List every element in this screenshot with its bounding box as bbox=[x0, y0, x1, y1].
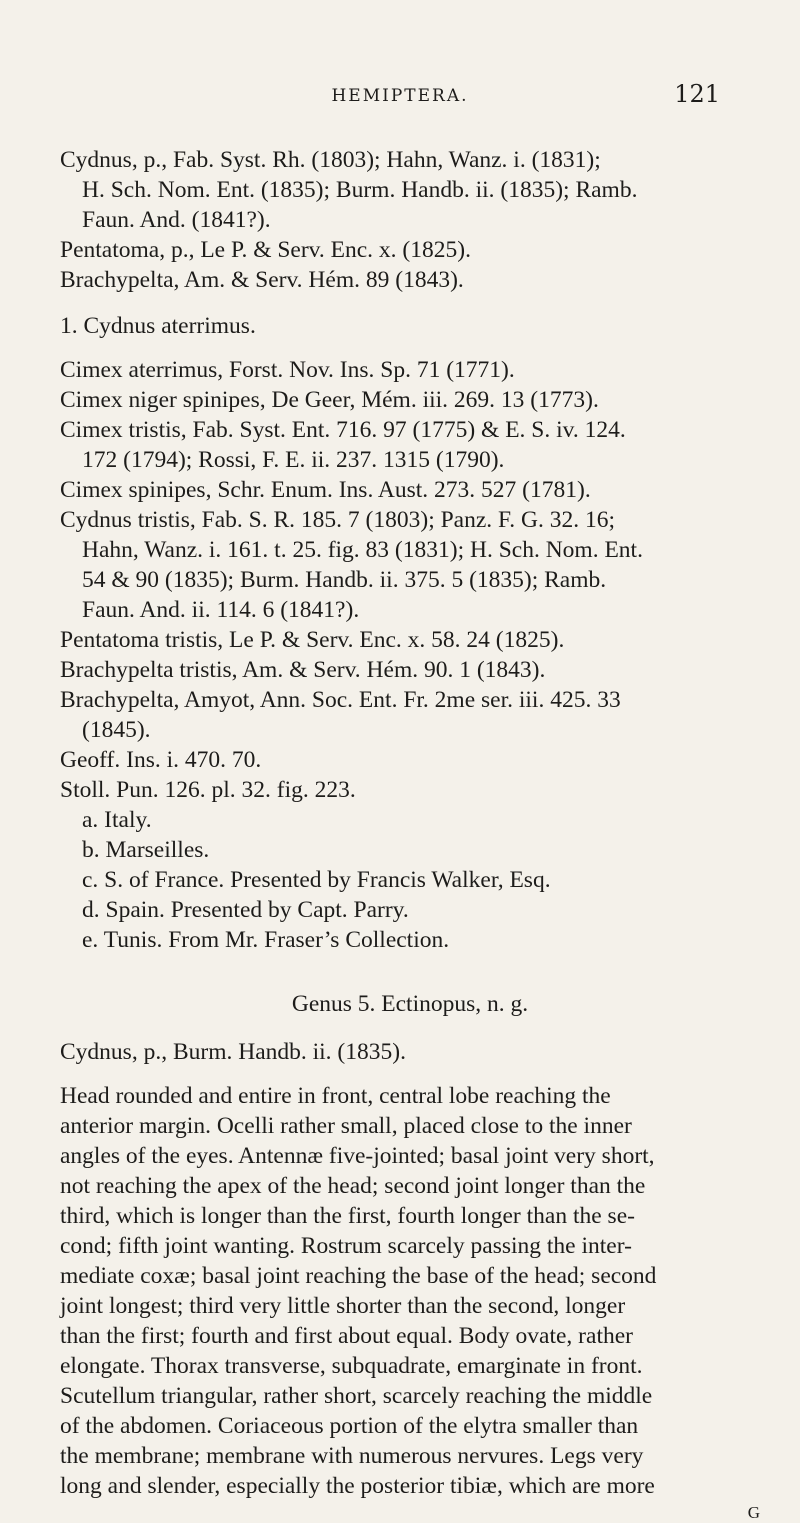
text-line: Pentatoma, p., Le P. & Serv. Enc. x. (1825). bbox=[60, 237, 471, 263]
text-line: Brachypelta, Amyot, Ann. Soc. Ent. Fr. 2me ser. iii. 425. 33 bbox=[60, 687, 621, 713]
page-number: 121 bbox=[674, 80, 720, 108]
text-line: Brachypelta, Am. & Serv. Hém. 89 (1843). bbox=[60, 267, 464, 293]
description-line: not reaching the apex of the head; second joint longer than the bbox=[60, 1173, 646, 1199]
description-line: Head rounded and entire in front, central lobe reaching the bbox=[60, 1083, 611, 1109]
signature-mark: G bbox=[747, 1503, 760, 1522]
specimen-entry: d. Spain. Presented by Capt. Parry. bbox=[82, 897, 409, 923]
description-line: the membrane; membrane with numerous nervures. Legs very bbox=[60, 1443, 644, 1469]
text-line: Cydnus tristis, Fab. S. R. 185. 7 (1803); Panz. F. G. 32. 16; bbox=[60, 507, 615, 533]
text-line: 54 & 90 (1835); Burm. Handb. ii. 375. 5 (1835); Ramb. bbox=[82, 567, 607, 593]
description-line: angles of the eyes. Antennæ five-jointed; basal joint very short, bbox=[60, 1143, 655, 1169]
specimen-entry: a. Italy. bbox=[82, 807, 152, 833]
text-line: Cimex aterrimus, Forst. Nov. Ins. Sp. 71 (1771). bbox=[60, 357, 515, 383]
description-line: anterior margin. Ocelli rather small, placed close to the inner bbox=[60, 1113, 632, 1139]
description-line: joint longest; third very little shorter than the second, longer bbox=[60, 1293, 626, 1319]
text-line: Stoll. Pun. 126. pl. 32. fig. 223. bbox=[60, 777, 356, 803]
text-line: Cimex niger spinipes, De Geer, Mém. iii. 269. 13 (1773). bbox=[60, 387, 599, 413]
text-line: Cimex spinipes, Schr. Enum. Ins. Aust. 273. 527 (1781). bbox=[60, 477, 591, 503]
description-line: long and slender, especially the posterior tibiæ, which are more bbox=[60, 1473, 655, 1499]
specimen-entry: b. Marseilles. bbox=[82, 837, 210, 863]
description-line: mediate coxæ; basal joint reaching the base of the head; second bbox=[60, 1263, 657, 1289]
description-line: third, which is longer than the first, fourth longer than the se- bbox=[60, 1203, 635, 1229]
text-line: Pentatoma tristis, Le P. & Serv. Enc. x. 58. 24 (1825). bbox=[60, 627, 565, 653]
genus-heading: Genus 5. Ectinopus, n. g. bbox=[291, 991, 529, 1017]
specimen-entry: c. S. of France. Presented by Francis Walker, Esq. bbox=[82, 867, 551, 893]
text-line: Cimex tristis, Fab. Syst. Ent. 716. 97 (1775) & E. S. iv. 124. bbox=[60, 417, 626, 443]
text-line: Faun. And. ii. 114. 6 (1841?). bbox=[82, 597, 360, 623]
text-line: Geoff. Ins. i. 470. 70. bbox=[60, 747, 262, 773]
description-line: elongate. Thorax transverse, subquadrate, emarginate in front. bbox=[60, 1353, 643, 1379]
text-line: (1845). bbox=[82, 717, 151, 743]
specimen-entry: e. Tunis. From Mr. Fraser’s Collection. bbox=[82, 927, 450, 953]
text-line: Cydnus, p., Fab. Syst. Rh. (1803); Hahn, Wanz. i. (1831); bbox=[60, 147, 601, 173]
text-line: Hahn, Wanz. i. 161. t. 25. fig. 83 (1831); H. Sch. Nom. Ent. bbox=[82, 537, 643, 563]
text-line: Faun. And. (1841?). bbox=[82, 207, 271, 233]
species-heading: 1. Cydnus aterrimus. bbox=[60, 313, 256, 339]
running-head: HEMIPTERA. bbox=[331, 86, 469, 106]
text-line: 172 (1794); Rossi, F. E. ii. 237. 1315 (1790). bbox=[82, 447, 505, 473]
description-line: of the abdomen. Coriaceous portion of the elytra smaller than bbox=[60, 1413, 639, 1439]
page-header bbox=[0, 78, 800, 118]
description-line: cond; fifth joint wanting. Rostrum scarcely passing the inter- bbox=[60, 1233, 632, 1259]
text-line: Brachypelta tristis, Am. & Serv. Hém. 90. 1 (1843). bbox=[60, 657, 546, 683]
description-line: than the first; fourth and first about equal. Body ovate, rather bbox=[60, 1323, 633, 1349]
text-line: H. Sch. Nom. Ent. (1835); Burm. Handb. ii. (1835); Ramb. bbox=[82, 177, 638, 203]
description-line: Scutellum triangular, rather short, scarcely reaching the middle bbox=[60, 1383, 653, 1409]
text-line: Cydnus, p., Burm. Handb. ii. (1835). bbox=[60, 1039, 406, 1065]
